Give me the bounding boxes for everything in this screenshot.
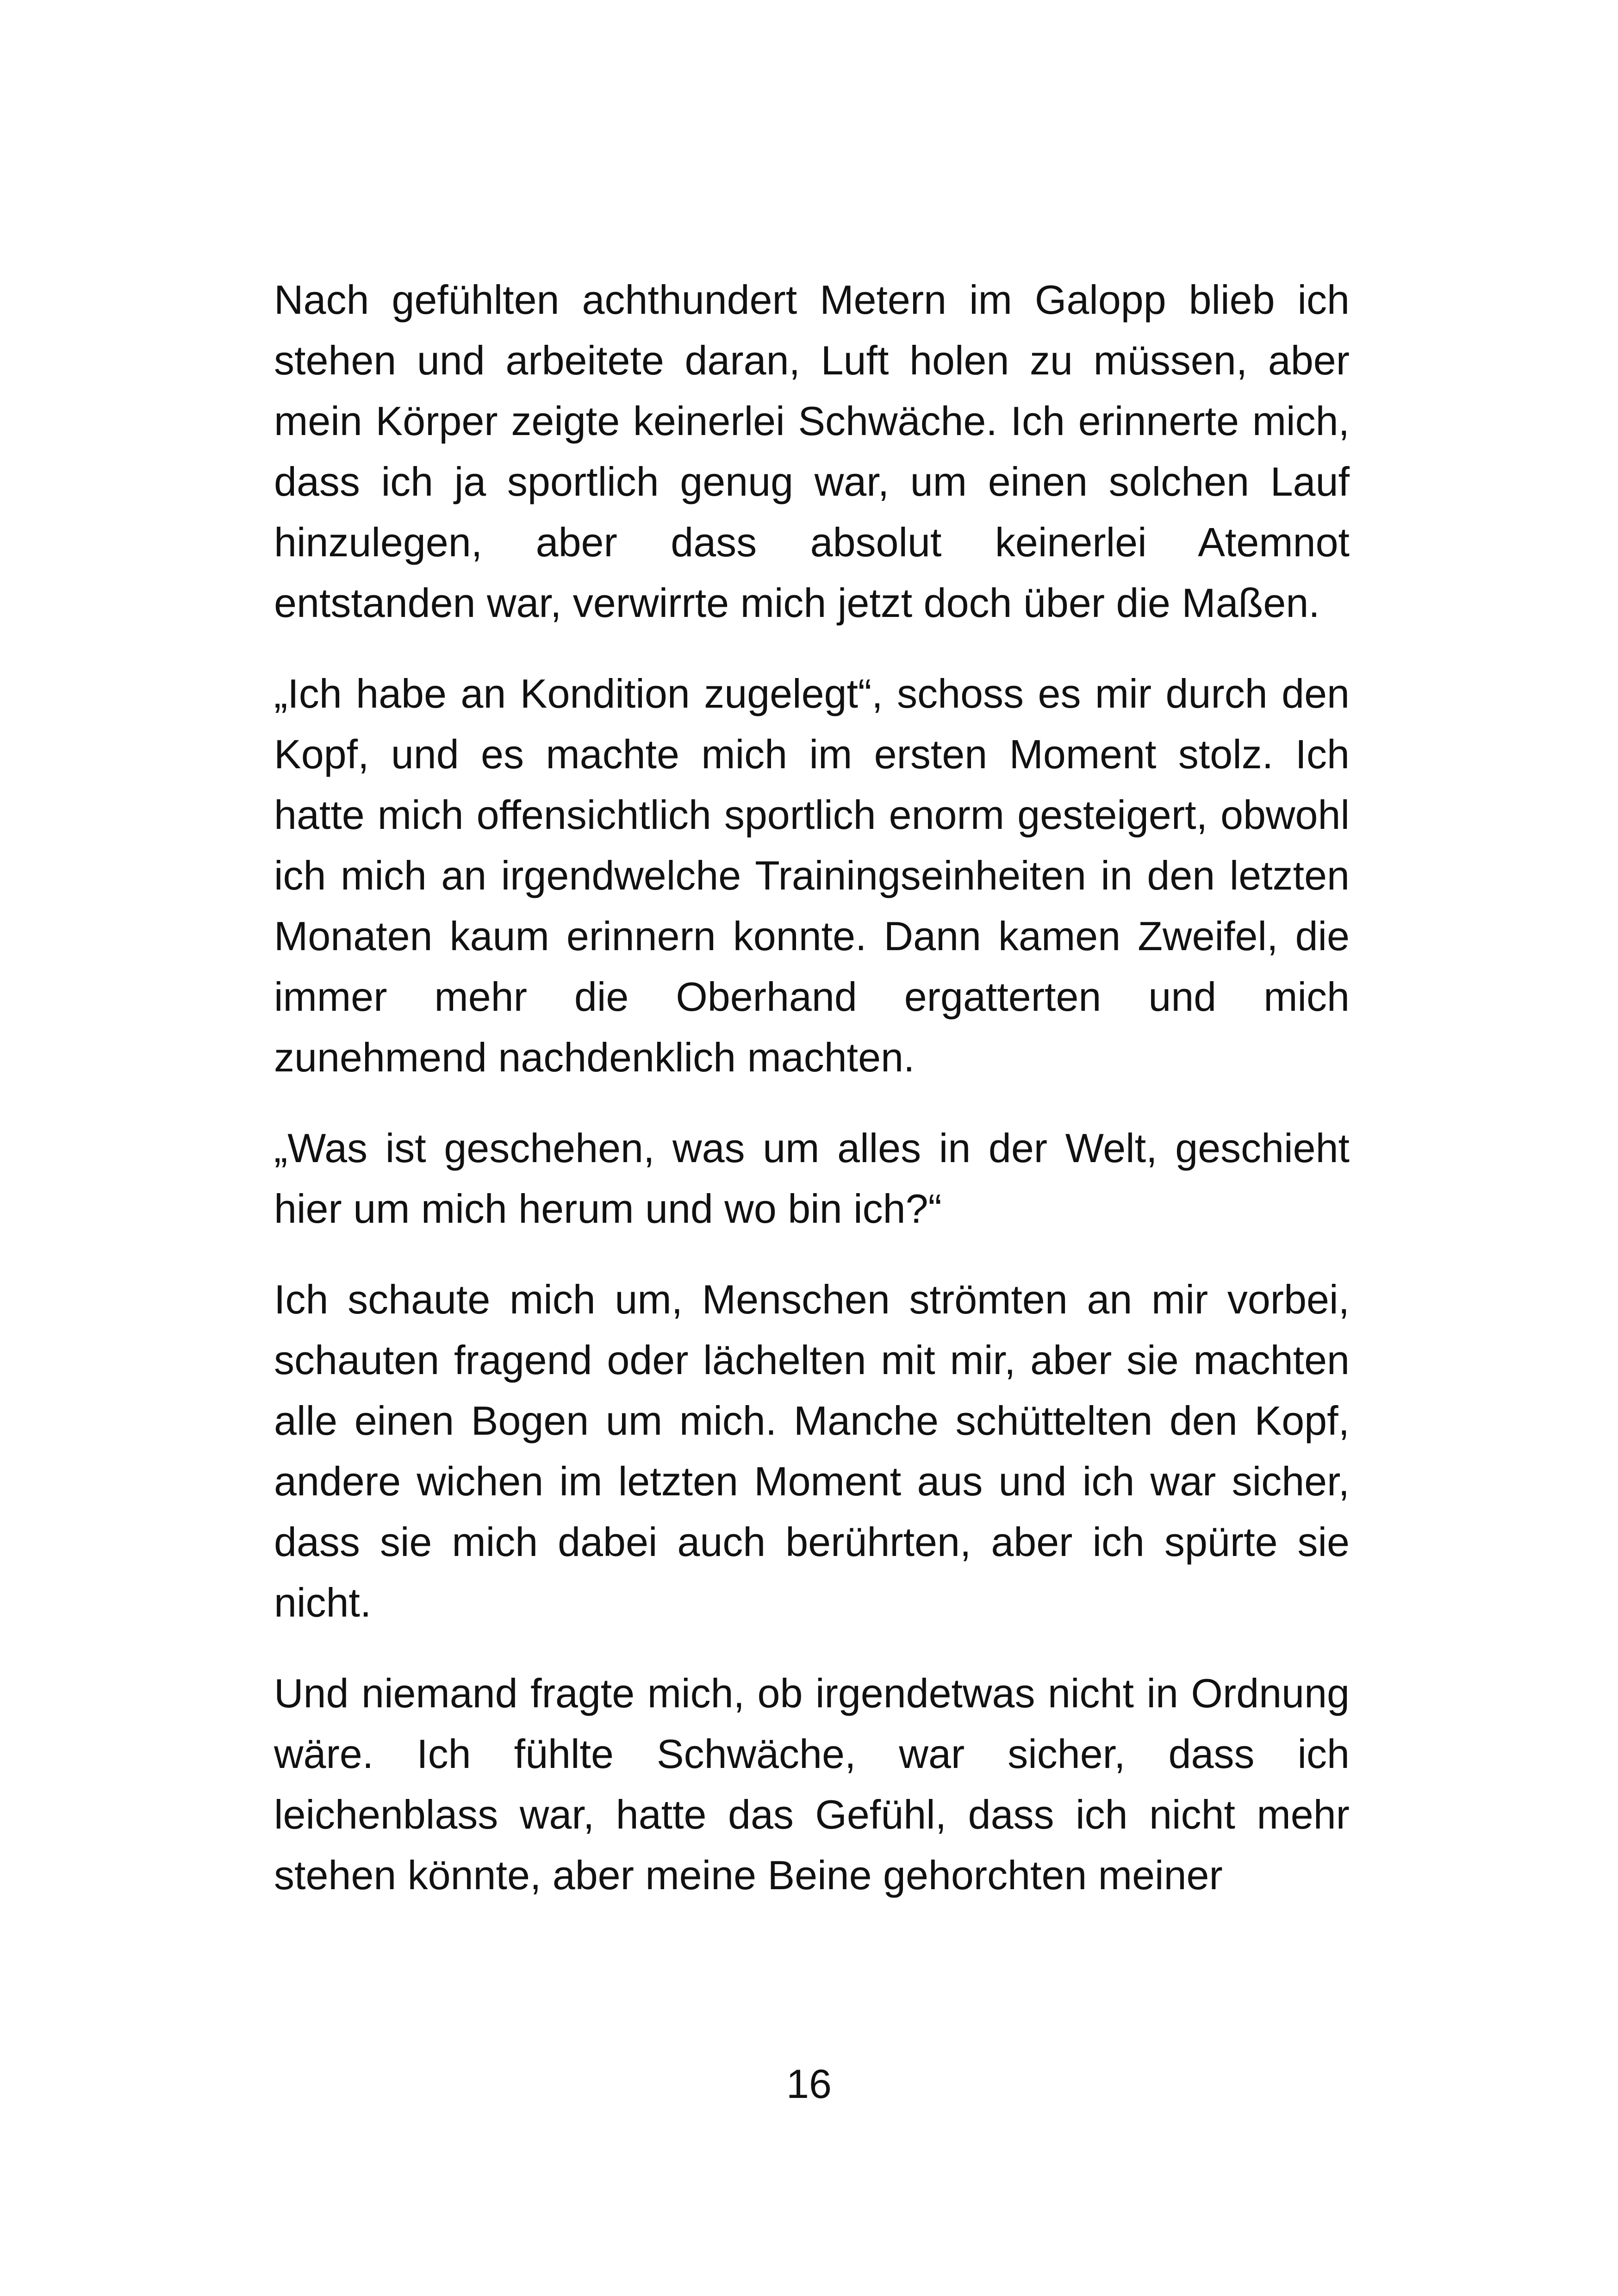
paragraph: „Ich habe an Kondition zugelegt“, schoss es mir durch den Kopf, und es machte mich im ersten Moment stolz. Ich hatte mich offensichtlich sportlich enorm gesteigert, obwohl ich mich an irgendwelche Trainingseinheiten in den letzten Monaten kaum erinnern konnte. Dann kamen Zweifel, die immer mehr die Oberhand ergatterten und mich zunehmend nachdenklich machten. <box>274 671 1350 1080</box>
paragraph: „Was ist geschehen, was um alles in der Welt, geschieht hier um mich herum und wo bin ich?“ <box>274 1125 1350 1232</box>
paragraph: Ich schaute mich um, Menschen strömten an mir vorbei, schauten fragend oder lächelten mit mir, aber sie machten alle einen Bogen um mich. Manche schüttelten den Kopf, andere wichen im letzten Moment aus und ich war sicher, dass sie mich dabei auch berührten, aber ich spürte sie nicht. <box>274 1276 1350 1625</box>
page-number: 16 <box>786 2061 832 2107</box>
body-text <box>274 269 1350 1905</box>
paragraph: Nach gefühlten achthundert Metern im Galopp blieb ich stehen und arbeitete daran, Luft holen zu müssen, aber mein Körper zeigte keinerlei Schwäche. Ich erinnerte mich, dass ich ja sportlich genug war, um einen solchen Lauf hinzulegen, aber dass absolut keinerlei Atemnot entstanden war, verwirrte mich jetzt doch über die Maßen. <box>274 277 1350 626</box>
paragraph: Und niemand fragte mich, ob irgendetwas nicht in Ordnung wäre. Ich fühlte Schwäche, war sicher, dass ich leichenblass war, hatte das Gefühl, dass ich nicht mehr stehen könnte, aber meine Beine gehorchten meiner <box>274 1670 1350 1898</box>
